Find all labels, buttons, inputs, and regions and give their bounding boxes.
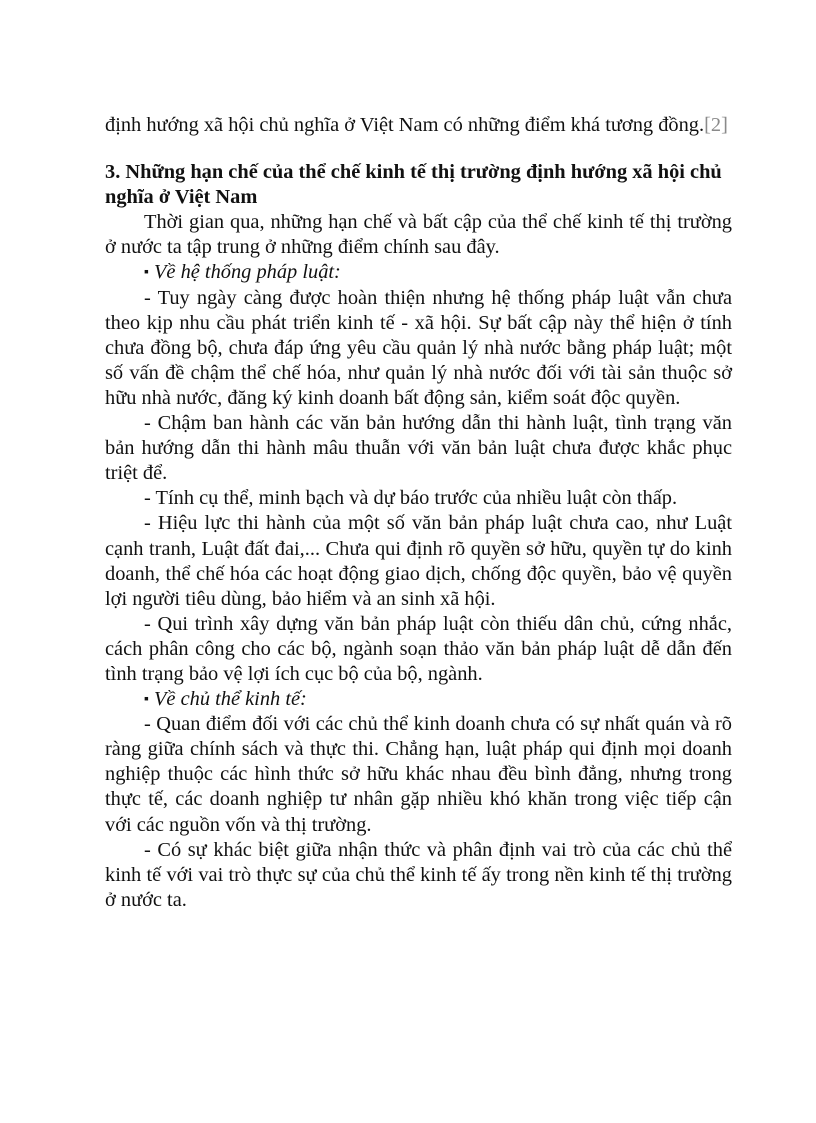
document-page [105,113,732,913]
legal-item: - Tính cụ thể, minh bạch và dự báo trước của nhiều luật còn thấp. [144,487,678,510]
actors-item: - Có sự khác biệt giữa nhận thức và phân định vai trò của các chủ thể kinh tế với vai trò thực sự của chủ thể kinh tế ấy trong nền kinh tế thị trường ở nước ta. [105,838,732,911]
bullet-icon: ▪ [144,692,149,708]
citation-link[interactable]: [2] [704,114,728,136]
section-lead-paragraph: Thời gian qua, những hạn chế và bất cập của thể chế kinh tế thị trường ở nước ta tập trung ở những điểm chính sau đây. [105,211,732,259]
legal-item: - Qui trình xây dựng văn bản pháp luật còn thiếu dân chủ, cứng nhắc, cách phân công cho các bộ, ngành soạn thảo văn bản pháp luật dễ dẫn đến tình trạng bảo vệ lợi ích cục bộ của bộ, ngành. [105,612,732,685]
subheading-economic-actors-text: Về chủ thể kinh tế: [153,688,307,711]
intro-paragraph [105,113,732,138]
legal-item: - Tuy ngày càng được hoàn thiện nhưng hệ thống pháp luật vẫn chưa theo kịp nhu cầu phát triển kinh tế - xã hội. Sự bất cập này thể hiện ở tính chưa đồng bộ, chưa đáp ứng yêu cầu quản lý nhà nước bằng pháp luật; một số vấn đề chậm thể chế hóa, như quản lý nhà nước đối với tài sản thuộc sở hữu nhà nước, đăng ký kinh doanh bất động sản, kiểm soát độc quyền. [105,286,732,409]
subheading-economic-actors [105,687,732,712]
section-heading: 3. Những hạn chế của thể chế kinh tế thị trường định hướng xã hội chủ nghĩa ở Việt Nam [105,161,722,209]
subheading-legal-system-text: Về hệ thống pháp luật: [153,261,341,284]
legal-item: - Hiệu lực thi hành của một số văn bản pháp luật chưa cao, như Luật cạnh tranh, Luật đất đai,... Chưa qui định rõ quyền sở hữu, quyền tự do kinh doanh, thể chế hóa các hoạt động giao dịch, chống độc quyền, bảo vệ quyền lợi người tiêu dùng, bảo hiểm và an sinh xã hội. [105,512,732,610]
subheading-legal-system [105,260,732,285]
intro-text: định hướng xã hội chủ nghĩa ở Việt Nam có những điểm khá tương đồng. [105,114,705,136]
bullet-icon: ▪ [144,265,149,281]
actors-item: - Quan điểm đối với các chủ thể kinh doanh chưa có sự nhất quán và rõ ràng giữa chính sách và thực thi. Chẳng hạn, luật pháp qui định mọi doanh nghiệp thuộc các hình thức sở hữu khác nhau đều bình đẳng, nhưng trong thực tế, các doanh nghiệp tư nhân gặp nhiều khó khăn trong việc tiếp cận với các nguồn vốn và thị trường. [105,713,732,836]
legal-item: - Chậm ban hành các văn bản hướng dẫn thi hành luật, tình trạng văn bản hướng dẫn thi hành mâu thuẫn với văn bản luật chưa được khắc phục triệt để. [105,412,732,485]
